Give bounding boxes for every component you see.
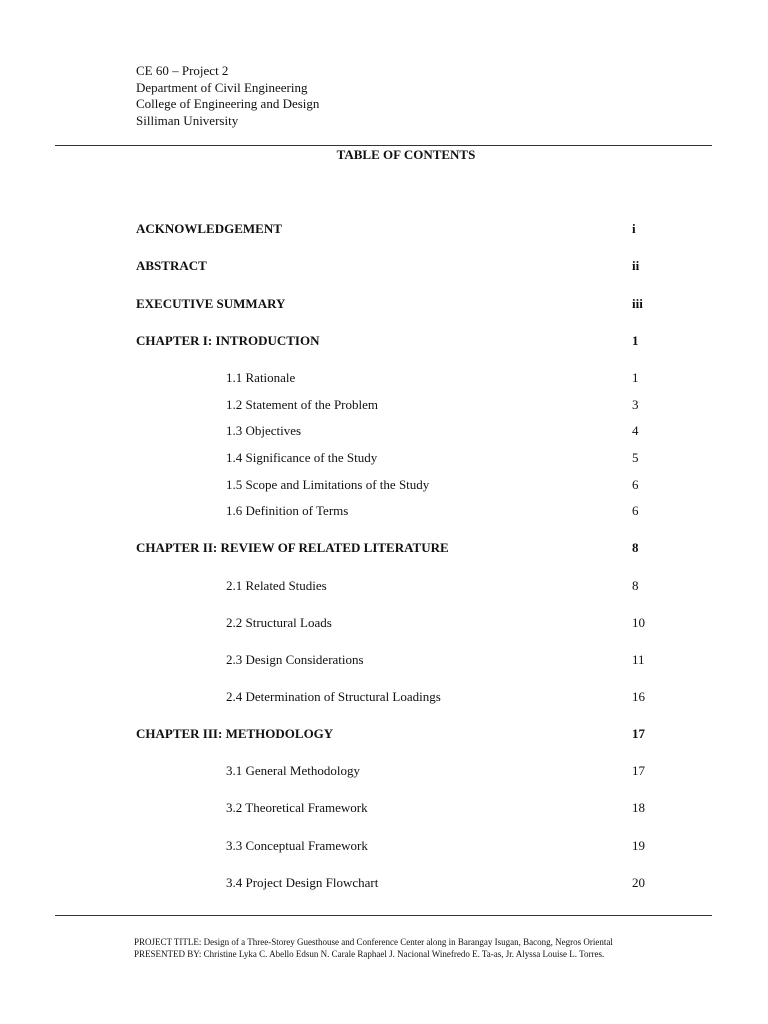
toc-entry-page: 1 — [632, 370, 639, 385]
toc-entry-page: 11 — [632, 652, 645, 667]
toc-entry-label: ABSTRACT — [136, 258, 207, 273]
toc-entry-label: 2.3 Design Considerations — [226, 652, 364, 667]
toc-entry-label: CHAPTER II: REVIEW OF RELATED LITERATURE — [136, 540, 449, 555]
document-footer — [134, 936, 613, 960]
department-line: Department of Civil Engineering — [136, 79, 308, 95]
toc-entry-label: 1.6 Definition of Terms — [226, 503, 349, 518]
toc-entry-label: 3.1 General Methodology — [226, 763, 360, 778]
toc-entry-page: 16 — [632, 689, 645, 704]
toc-entry-page: 8 — [632, 540, 639, 555]
toc-title: TABLE OF CONTENTS — [336, 147, 476, 162]
toc-entry-label: 3.4 Project Design Flowchart — [226, 875, 379, 890]
college-line: College of Engineering and Design — [136, 96, 320, 112]
toc-entry-label: CHAPTER III: METHODOLOGY — [136, 726, 334, 741]
toc-entry-label: 1.4 Significance of the Study — [226, 450, 378, 465]
toc-entry-page: 18 — [632, 800, 645, 815]
toc-entry-page: 6 — [632, 503, 639, 518]
toc-entry-label: CHAPTER I: INTRODUCTION — [136, 333, 320, 348]
course-line: CE 60 – Project 2 — [136, 63, 229, 78]
university-line: Silliman University — [136, 113, 239, 129]
project-title-line: PROJECT TITLE: Design of a Three-Storey Guesthouse and Conference Center along in Barangay Isugan, Bacong, Negros Oriental — [134, 937, 613, 947]
toc-entry-label: 1.3 Objectives — [226, 423, 302, 438]
toc-entry-page: 6 — [632, 477, 639, 492]
toc-entry-page: 17 — [632, 726, 645, 741]
header-divider — [55, 145, 712, 146]
presented-by-line: PRESENTED BY: Christine Lyka C. Abello Edsun N. Carale Raphael J. Nacional Winefredo E. Ta-as, Jr. Alyssa Louise L. Torres. — [134, 949, 605, 959]
toc-entry-page: 10 — [632, 615, 645, 630]
toc-entry-page: 3 — [632, 397, 639, 412]
toc-entry-page: i — [632, 221, 636, 236]
toc-entry-page: ii — [632, 258, 640, 273]
toc-entry-label: 2.4 Determination of Structural Loadings — [226, 689, 441, 704]
toc-entry-page: 4 — [632, 423, 639, 438]
toc-entry-page: iii — [632, 296, 643, 311]
toc-entry-label: 1.1 Rationale — [226, 370, 296, 385]
toc-entry-page: 5 — [632, 450, 639, 465]
toc-entry-label: 3.2 Theoretical Framework — [226, 800, 368, 815]
document-header — [136, 63, 319, 130]
toc-entry-page: 1 — [632, 333, 639, 348]
toc-entry-label: 2.1 Related Studies — [226, 578, 327, 593]
toc-entry-label: 1.2 Statement of the Problem — [226, 397, 379, 412]
toc-entry-page: 19 — [632, 838, 645, 853]
toc-entry-label: ACKNOWLEDGEMENT — [136, 221, 282, 236]
toc-entry-page: 17 — [632, 763, 645, 778]
toc-entry-label: 2.2 Structural Loads — [226, 615, 332, 630]
toc-entry-label: 1.5 Scope and Limitations of the Study — [226, 477, 430, 492]
toc-entry-page: 8 — [632, 578, 639, 593]
toc-entry-label: 3.3 Conceptual Framework — [226, 838, 368, 853]
toc-entry-label: EXECUTIVE SUMMARY — [136, 296, 286, 311]
toc-entry-page: 20 — [632, 875, 645, 890]
footer-divider — [55, 915, 712, 916]
